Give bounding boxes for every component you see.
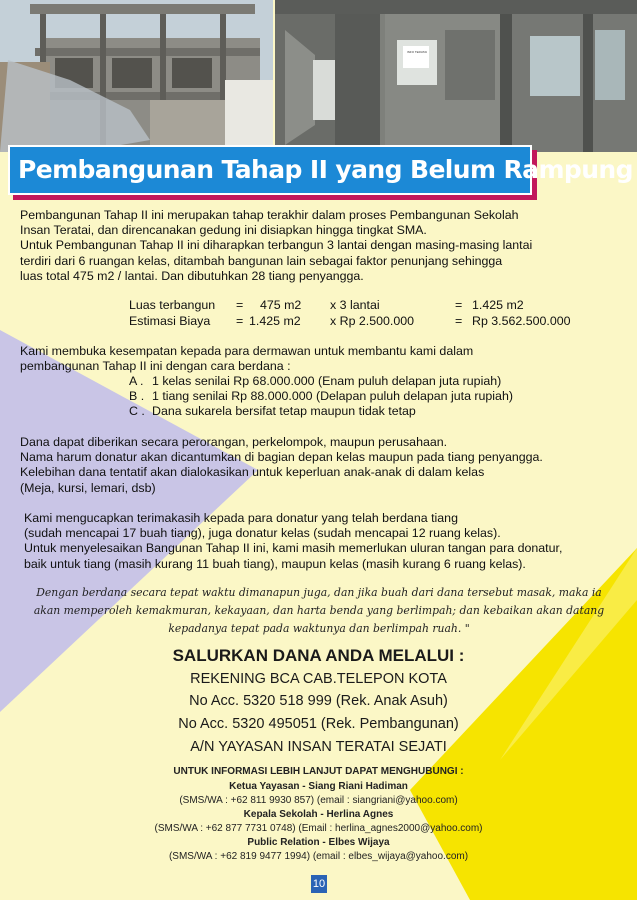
quote-line: kepadanya tepat pada waktunya dan berlimpah ruah. " xyxy=(168,622,470,635)
calc-equals: = xyxy=(455,298,463,312)
calc-value: 475 m2 xyxy=(260,298,302,312)
bank-heading: SALURKAN DANA ANDA MELALUI : xyxy=(172,646,465,665)
calc-label: Luas terbangun xyxy=(129,298,216,312)
contact-role: Kepala Sekolah - Herlina Agnes xyxy=(243,809,394,820)
intro-paragraph xyxy=(20,208,532,284)
calc-result: Rp 3.562.500.000 xyxy=(472,314,571,328)
option-letter: C . xyxy=(129,404,145,418)
calc-equals: = xyxy=(236,298,244,312)
contact-detail: (SMS/WA : +62 811 9930 857) (email : siangriani@yahoo.com) xyxy=(179,795,458,806)
calc-equals: = xyxy=(236,314,244,328)
intro-line: luas total 475 m2 / lantai. Dan dibutuhkan 28 tiang penyangga. xyxy=(20,268,364,283)
photo-sign: INFO TERATAI xyxy=(406,50,428,54)
contact-heading: UNTUK INFORMASI LEBIH LANJUT DAPAT MENGHUBUNGI : xyxy=(173,766,464,777)
thanks-line: (sudah mencapai 17 buah tiang), juga donatur kelas (sudah mencapai 12 ruang kelas). xyxy=(24,526,501,541)
option-letter: B . xyxy=(129,389,145,403)
calc-multiplier: x Rp 2.500.000 xyxy=(330,314,415,328)
option-text: 1 tiang senilai Rp 88.000.000 (Delapan puluh delapan juta rupiah) xyxy=(152,389,513,403)
intro-line: Insan Teratai, dan direncanakan gedung ini disiapkan hingga tingkat SMA. xyxy=(20,223,427,238)
bank-line: A/N YAYASAN INSAN TERATAI SEJATI xyxy=(190,739,447,755)
option-text: Dana sukarela bersifat tetap maupun tidak tetap xyxy=(152,404,416,418)
donation-intro xyxy=(20,344,473,374)
contact-detail: (SMS/WA : +62 819 9477 1994) (email : elbes_wijaya@yahoo.com) xyxy=(168,851,469,862)
option-text: 1 kelas senilai Rp 68.000.000 (Enam puluh delapan juta rupiah) xyxy=(152,374,502,388)
page-number: 10 xyxy=(311,875,327,893)
calc-value: 1.425 m2 xyxy=(249,314,301,328)
thanks-line: Kami mengucapkan terimakasih kepada para donatur yang telah berdana tiang xyxy=(24,511,458,525)
note-line: Kelebihan dana tentatif akan dialokasikan untuk keperluan anak-anak di dalam kelas xyxy=(20,465,485,480)
donation-notes xyxy=(20,435,543,496)
intro-line: terdiri dari 6 ruangan kelas, ditambah bangunan lain sebagai faktor penunjang sehingga xyxy=(20,253,503,268)
note-line: (Meja, kursi, lemari, dsb) xyxy=(20,480,156,495)
donation-intro-line: pembangunan Tahap II ini dengan cara berdana : xyxy=(20,359,291,374)
calc-multiplier: x 3 lantai xyxy=(330,298,380,312)
bank-line: No Acc. 5320 495051 (Rek. Pembangunan) xyxy=(178,716,459,732)
photo-building-interior xyxy=(275,0,637,152)
donation-intro-line: Kami membuka kesempatan kepada para dermawan untuk membantu kami dalam xyxy=(20,344,474,358)
contact-detail: (SMS/WA : +62 877 7731 0748) (Email : herlina_agnes2000@yahoo.com) xyxy=(154,823,483,834)
option-letter: A . xyxy=(129,374,144,388)
page-title: Pembangunan Tahap II yang Belum Rampung xyxy=(18,155,633,184)
construction-photos xyxy=(0,0,637,152)
contact-role: Ketua Yayasan - Siang Riani Hadiman xyxy=(229,781,408,792)
intro-line: Untuk Pembangunan Tahap II ini diharapkan terbangun 3 lantai dengan masing-masing lantai xyxy=(20,238,533,253)
title-banner xyxy=(8,145,633,195)
bank-line: No Acc. 5320 518 999 (Rek. Anak Asuh) xyxy=(189,693,448,709)
quote-block xyxy=(14,584,624,638)
contact-role: Public Relation - Elbes Wijaya xyxy=(247,837,390,848)
thanks-line: baik untuk tiang (masih kurang 11 buah tiang), maupun kelas (masih kurang 6 ruang kelas). xyxy=(24,556,526,571)
thanks-paragraph xyxy=(24,511,562,572)
photo-building-exterior xyxy=(0,0,273,152)
note-line: Dana dapat diberikan secara perorangan, perkelompok, maupun perusahaan. xyxy=(20,435,448,449)
thanks-line: Untuk menyelesaikan Bangunan Tahap II ini, kami masih memerlukan uluran tangan para donatur, xyxy=(24,541,563,556)
quote-line: akan memperoleh kemakmuran, kekayaan, dan harta benda yang berlimpah; dan kebaikan akan datang xyxy=(33,604,605,617)
calc-equals: = xyxy=(455,314,463,328)
intro-line: Pembangunan Tahap II ini merupakan tahap terakhir dalam proses Pembangunan Sekolah xyxy=(20,208,519,222)
note-line: Nama harum donatur akan dicantumkan di bagian depan kelas maupun pada tiang penyangga. xyxy=(20,450,543,465)
calc-label: Estimasi Biaya xyxy=(129,314,211,328)
calc-result: 1.425 m2 xyxy=(472,298,524,312)
quote-line: Dengan berdana secara tepat waktu dimanapun juga, dan jika buah dari dana tersebut masak, maka ia xyxy=(36,586,602,599)
bank-line: REKENING BCA CAB.TELEPON KOTA xyxy=(190,671,447,687)
